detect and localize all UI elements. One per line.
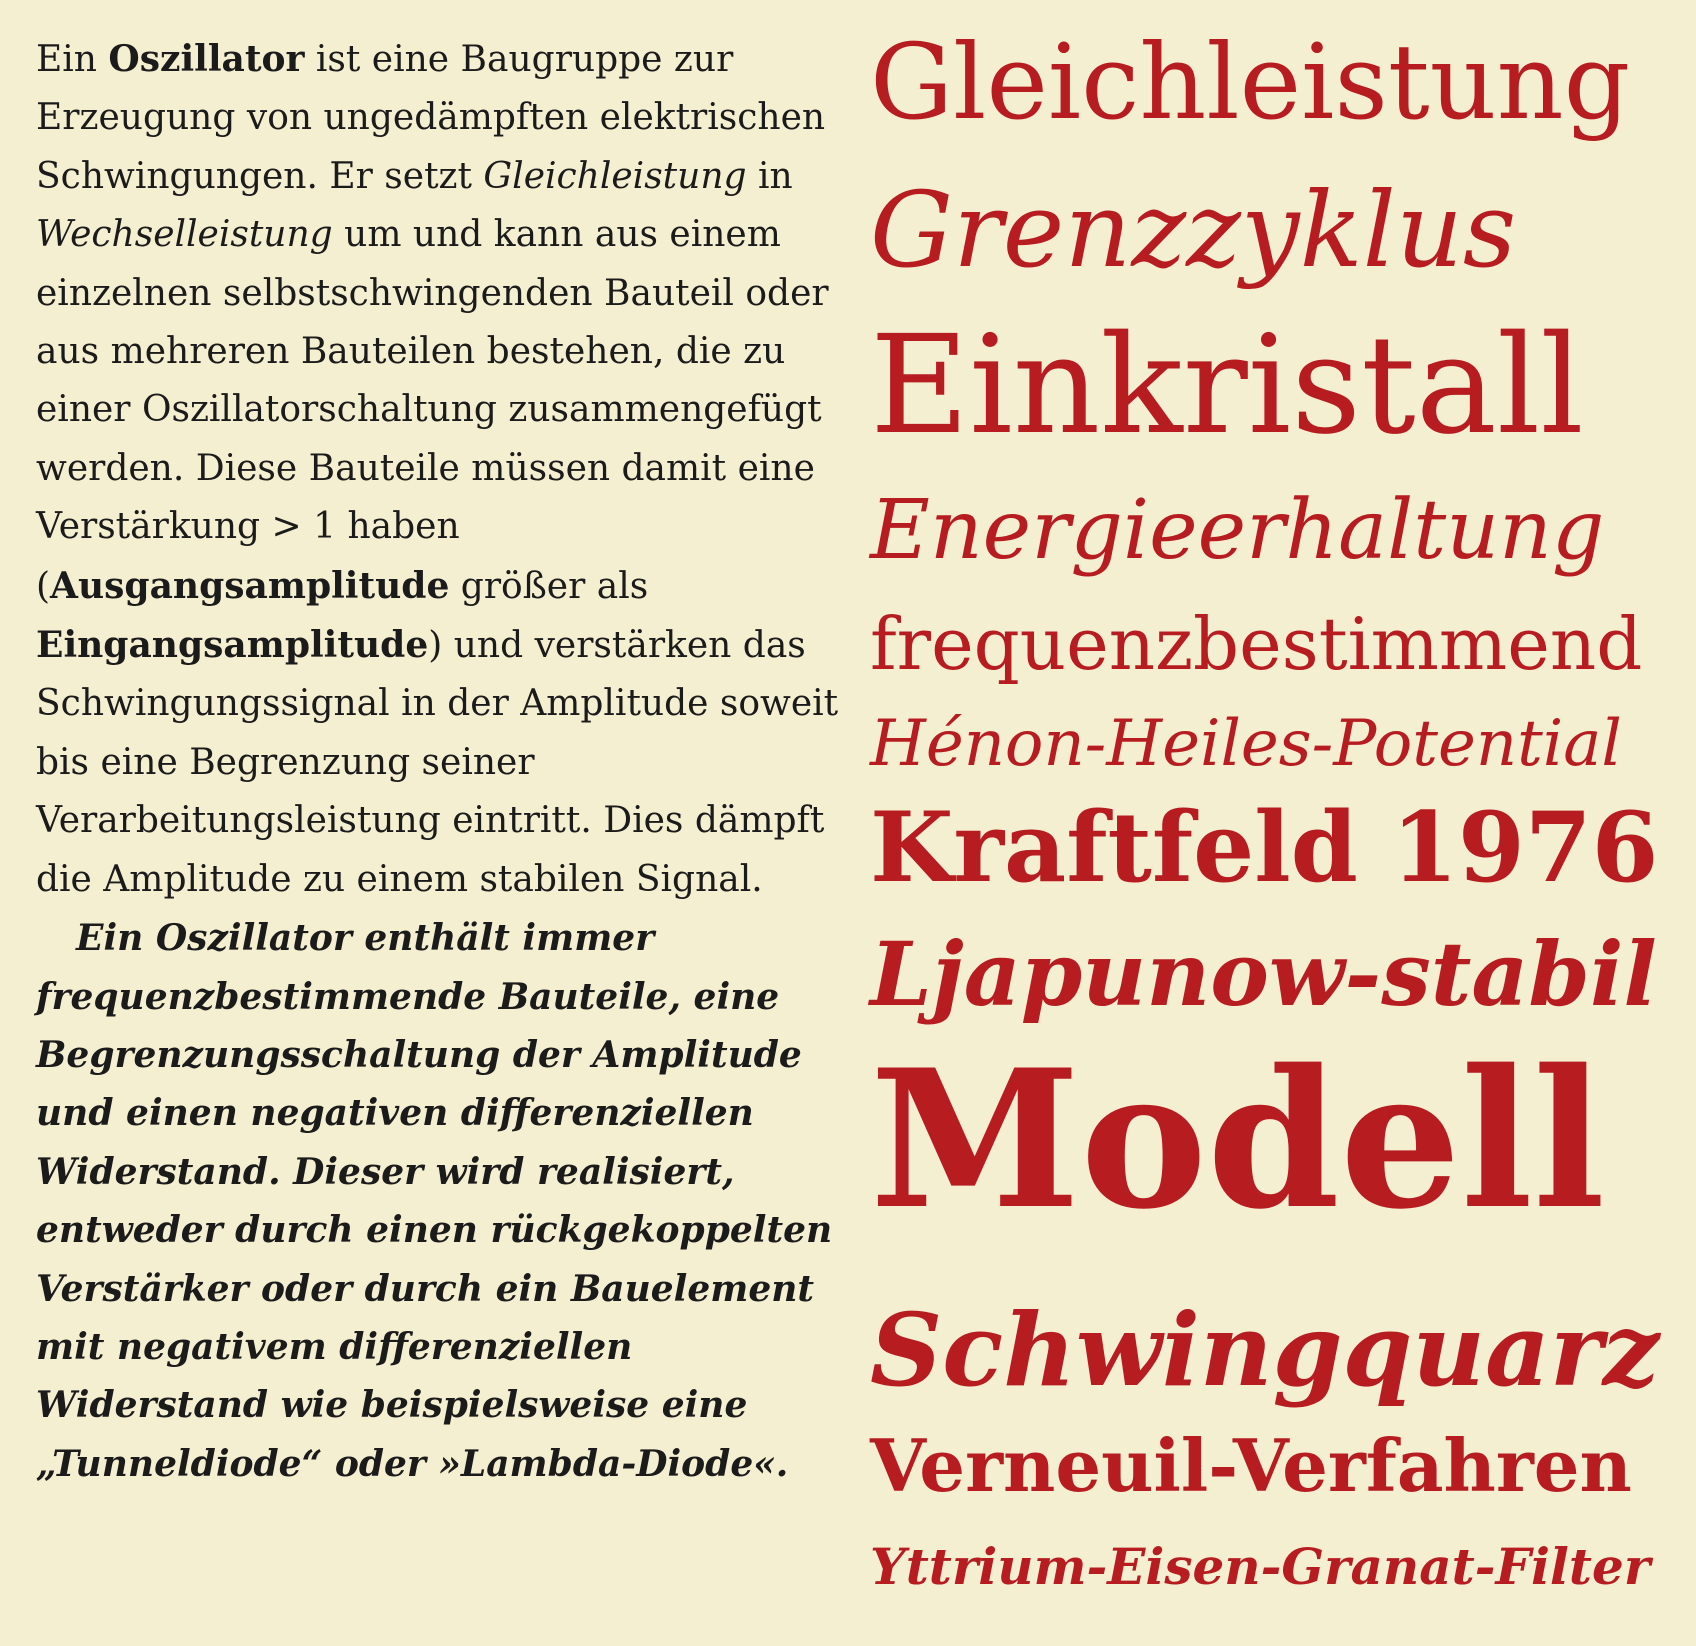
- p2-bold-frequenzbestimmende: frequenzbestimmende Bauteile: [36, 975, 669, 1018]
- specimen-word: Energieerhaltung: [870, 483, 1605, 578]
- p1-text-2: ist eine Baugruppe zur Erzeugung von ungedämpften elektrischen Schwingungen. Er setzt: [36, 39, 826, 197]
- p1-text-4: um und kann aus einem einzelnen selbstschwingenden Bauteil oder aus mehreren Bauteilen bestehen, die zu einer Oszillatorschaltung zusammengefügt werden. Diese Bauteile müssen damit eine Verstärkung > 1 haben (: [36, 214, 829, 607]
- specimen-word: Verneuil-Verfahren: [870, 1423, 1632, 1508]
- paragraph-1: [36, 30, 846, 909]
- specimen-word: Einkristall: [870, 307, 1584, 465]
- p1-text-6: ) und verstärken das Schwingungssignal in der Amplitude soweit bis eine Begrenzung seiner Verarbeitungsleistung eintritt. Dies dämpft die Amplitude zu einem stabilen Signal.: [36, 625, 839, 900]
- p1-text-3: in: [746, 155, 793, 197]
- specimen-word: Gleichleistung: [870, 21, 1631, 143]
- specimen-word: Hénon-Heiles-Potential: [870, 707, 1622, 781]
- p1-italic-gleichleistung: Gleichleistung: [483, 155, 747, 197]
- specimen-word: Grenzzyklus: [870, 169, 1517, 291]
- specimen-word: Kraftfeld 1976: [870, 791, 1659, 904]
- specimen-word: frequenzbestimmend: [870, 602, 1643, 686]
- paragraph-2: [36, 909, 846, 1493]
- p1-bold-ausgangsamplitude: Ausgangsamplitude: [50, 564, 450, 607]
- p2-text-2: , eine Begrenzungsschaltung der Amplitude und einen negativen differenziellen Widerstand. Dieser wird realisiert, entweder durch einen rückgekoppelten Verstärker oder durch ein Bauelement mit negativem differenziellen Widerstand wie beispielsweise eine „Tunneldiode“ oder »Lambda-Diode«.: [36, 975, 833, 1485]
- body-text-column: [36, 30, 846, 1493]
- specimen-word: Modell: [870, 1028, 1606, 1251]
- specimen-word: Schwingquarz: [870, 1291, 1660, 1409]
- p1-italic-wechselleistung: Wechselleistung: [36, 214, 333, 256]
- p1-bold-oszillator: Oszillator: [108, 38, 305, 80]
- p1-bold-eingangsamplitude: Eingangsamplitude: [36, 624, 429, 667]
- p1-text-5: größer als: [449, 565, 649, 607]
- p2-text-1: Ein Oszillator enthält immer: [76, 917, 655, 960]
- specimen-word: Yttrium-Eisen-Granat-Filter: [870, 1537, 1651, 1596]
- specimen-word: Ljapunow-stabil: [870, 922, 1657, 1026]
- p1-text-1: Ein: [36, 39, 109, 80]
